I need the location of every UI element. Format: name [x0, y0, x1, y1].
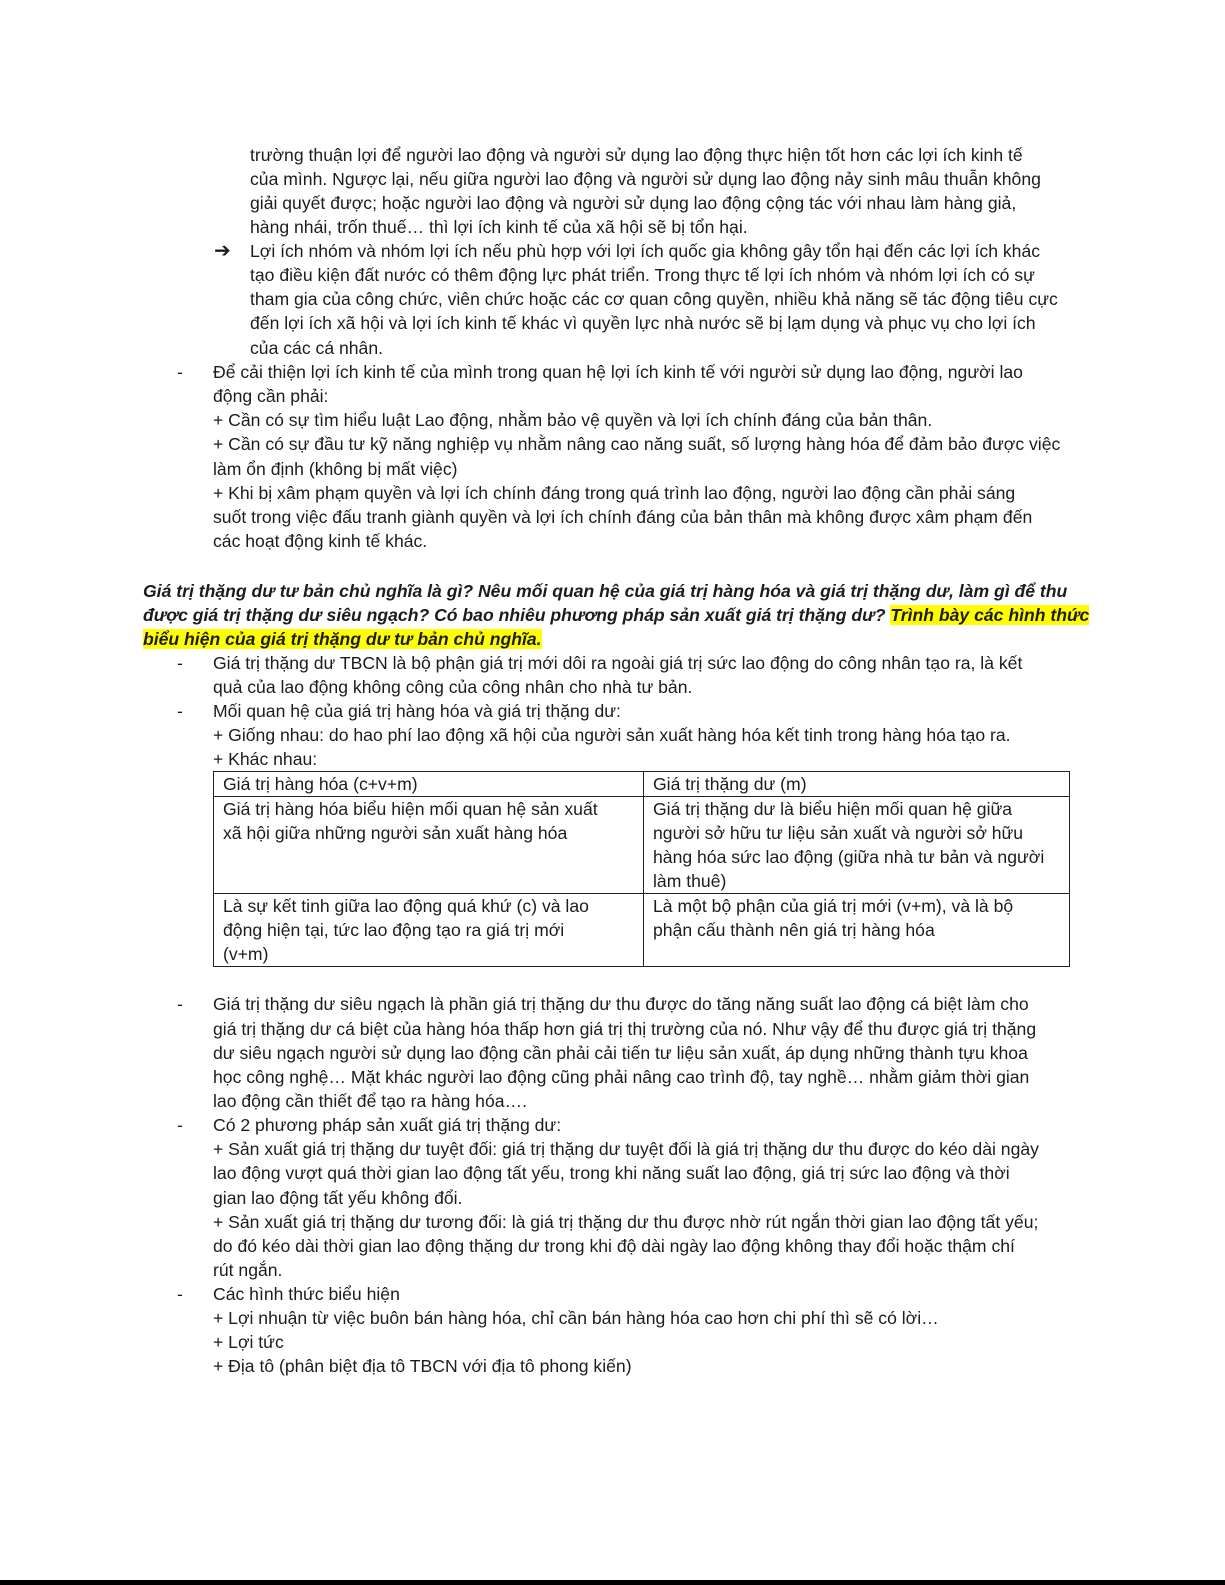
methods-line: + Sản xuất giá trị thặng dư tương đối: là giá trị thặng dư thu được nhờ rút ngắn thời gian lao động tất yếu;	[213, 1212, 1039, 1232]
cell-line: Là sự kết tinh giữa lao động quá khứ (c) và lao	[223, 896, 589, 916]
surplus-line: Giá trị thặng dư siêu ngạch là phần giá trị thặng dư thu được do tăng năng suất lao động cá biệt làm cho	[213, 994, 1029, 1014]
comparison-table	[213, 771, 1070, 967]
table-header-cell: Giá trị thặng dư (m)	[644, 772, 1070, 797]
arrow-paragraph-line: tạo điều kiện đất nước có thêm động lực phát triển. Trong thực tế lợi ích nhóm và nhóm lợi ích có sự	[250, 265, 1035, 285]
arrow-paragraph-line: Lợi ích nhóm và nhóm lợi ích nếu phù hợp với lợi ích quốc gia không gây tổn hại đến các lợi ích khác	[250, 241, 1041, 261]
improve-line: động cần phải:	[213, 386, 329, 406]
table-cell	[644, 894, 1070, 967]
continuation-line: giải quyết được; hoặc người lao động và người sử dụng lao động cộng tác với nhau làm hàng giả,	[250, 193, 1017, 213]
cell-line: Giá trị hàng hóa biểu hiện mối quan hệ sản xuất	[223, 799, 598, 819]
methods-line: lao động vượt quá thời gian lao động tất yếu, trong khi năng suất lao động, giá trị sức lao động và thời	[213, 1163, 1010, 1183]
surplus-line: lao động cần thiết để tạo ra hàng hóa….	[213, 1091, 527, 1111]
relation-same: + Giống nhau: do hao phí lao động xã hội của người sản xuất hàng hóa kết tinh trong hàng hóa tạo ra.	[213, 725, 1011, 745]
cell-line: người sở hữu tư liệu sản xuất và người sở hữu	[653, 823, 1024, 843]
arrow-paragraph-line: tham gia của công chức, viên chức hoặc các cơ quan công quyền, nhiều khả năng sẽ tác động tiêu cực	[250, 289, 1058, 309]
continuation-line: hàng nhái, trốn thuế… thì lợi ích kinh tế của xã hội sẽ bị tổn hại.	[250, 217, 748, 237]
question-highlight: biểu hiện của giá trị thặng dư tư bản chủ nghĩa.	[143, 629, 542, 649]
improve-line: suốt trong việc đấu tranh giành quyền và lợi ích chính đáng của bản thân mà không được xâm phạm đến	[213, 507, 1033, 527]
arrow-paragraph-line: của các cá nhân.	[250, 338, 384, 358]
methods-line: do đó kéo dài thời gian lao động thặng dư trong khi độ dài ngày lao động không thay đổi hoặc thậm chí	[213, 1236, 1015, 1256]
table-cell	[214, 797, 644, 894]
surplus-line: giá trị thặng dư cá biệt của hàng hóa thấp hơn giá trị thị trường của nó. Như vậy để thu được giá trị thặng	[213, 1019, 1037, 1039]
forms-line: + Địa tô (phân biệt địa tô TBCN với địa tô phong kiến)	[213, 1356, 632, 1376]
table-header-row	[214, 772, 1070, 797]
cell-line: Là một bộ phận của giá trị mới (v+m), và là bộ	[653, 896, 1014, 916]
question-heading	[143, 603, 1089, 627]
methods-line: gian lao động tất yếu không đổi.	[213, 1188, 463, 1208]
definition-line: Giá trị thặng dư TBCN là bộ phận giá trị mới dôi ra ngoài giá trị sức lao động do công nhân tạo ra, là kết	[213, 653, 1023, 673]
forms-line: + Lợi tức	[213, 1332, 284, 1352]
forms-line: Các hình thức biểu hiện	[213, 1284, 400, 1304]
cell-line: phận cấu thành nên giá trị hàng hóa	[653, 920, 935, 940]
dash-bullet: -	[177, 1284, 183, 1304]
improve-line: Để cải thiện lợi ích kinh tế của mình trong quan hệ lợi ích kinh tế với người sử dụng lao động, người lao	[213, 362, 1023, 382]
dash-bullet: -	[177, 362, 183, 382]
dash-bullet: -	[177, 994, 183, 1014]
definition-line: quả của lao động không công của công nhân cho nhà tư bản.	[213, 677, 693, 697]
cell-line: hàng hóa sức lao động (giữa nhà tư bản và người	[653, 847, 1045, 867]
improve-line: + Cần có sự tìm hiểu luật Lao động, nhằm bảo vệ quyền và lợi ích chính đáng của bản thân.	[213, 410, 933, 430]
question-highlight: Trình bày các hình thức	[890, 605, 1090, 625]
improve-line: các hoạt động kinh tế khác.	[213, 531, 428, 551]
question-text: được giá trị thặng dư siêu ngạch? Có bao nhiêu phương pháp sản xuất giá trị thặng dư?	[143, 605, 891, 625]
improve-line: + Cần có sự đầu tư kỹ năng nghiệp vụ nhằm nâng cao năng suất, số lượng hàng hóa để đảm bảo được việc	[213, 434, 1061, 454]
table-row	[214, 894, 1070, 967]
dash-bullet: -	[177, 653, 183, 673]
methods-line: rút ngắn.	[213, 1260, 283, 1280]
dash-bullet: -	[177, 1115, 183, 1135]
question-heading: Giá trị thặng dư tư bản chủ nghĩa là gì? Nêu mối quan hệ của giá trị hàng hóa và giá trị thặng dư, làm gì để thu	[143, 581, 1068, 601]
table-cell	[644, 797, 1070, 894]
cell-line: (v+m)	[223, 944, 269, 964]
page-bottom-border	[0, 1580, 1225, 1585]
cell-line: làm thuê)	[653, 871, 727, 891]
cell-line: xã hội giữa những người sản xuất hàng hóa	[223, 823, 568, 843]
arrow-paragraph-line: đến lợi ích xã hội và lợi ích kinh tế khác vì quyền lực nhà nước sẽ bị lạm dụng và phục vụ cho lợi ích	[250, 313, 1036, 333]
forms-line: + Lợi nhuận từ việc buôn bán hàng hóa, chỉ cần bán hàng hóa cao hơn chi phí thì sẽ có lời…	[213, 1308, 939, 1328]
methods-line: + Sản xuất giá trị thặng dư tuyệt đối: giá trị thặng dư tuyệt đối là giá trị thặng dư thu được do kéo dài ngày	[213, 1139, 1039, 1159]
cell-line: động hiện tại, tức lao động tạo ra giá trị mới	[223, 920, 565, 940]
table-row	[214, 797, 1070, 894]
question-heading	[143, 627, 542, 651]
continuation-line: của mình. Ngược lại, nếu giữa người lao động và người sử dụng lao động nảy sinh mâu thuẫn không	[250, 169, 1041, 189]
relation-diff: + Khác nhau:	[213, 749, 318, 769]
methods-line: Có 2 phương pháp sản xuất giá trị thặng dư:	[213, 1115, 562, 1135]
improve-line: làm ổn định (không bị mất việc)	[213, 459, 458, 479]
continuation-line: trường thuận lợi để người lao động và người sử dụng lao động thực hiện tốt hơn các lợi ích kinh tế	[250, 145, 1023, 165]
surplus-line: học công nghệ… Mặt khác người lao động cũng phải nâng cao trình độ, tay nghề… nhằm giảm thời gian	[213, 1067, 1030, 1087]
table-cell	[214, 894, 644, 967]
relation-heading: Mối quan hệ của giá trị hàng hóa và giá trị thặng dư:	[213, 701, 621, 721]
improve-line: + Khi bị xâm phạm quyền và lợi ích chính đáng trong quá trình lao động, người lao động cần phải sáng	[213, 483, 1016, 503]
arrow-bullet-icon: ➔	[214, 240, 231, 262]
table-header-cell: Giá trị hàng hóa (c+v+m)	[214, 772, 644, 797]
surplus-line: dư siêu ngạch người sử dụng lao động cần phải cải tiến tư liệu sản xuất, áp dụng những thành tựu khoa	[213, 1043, 1028, 1063]
cell-line: Giá trị thặng dư là biểu hiện mối quan hệ giữa	[653, 799, 1013, 819]
dash-bullet: -	[177, 701, 183, 721]
